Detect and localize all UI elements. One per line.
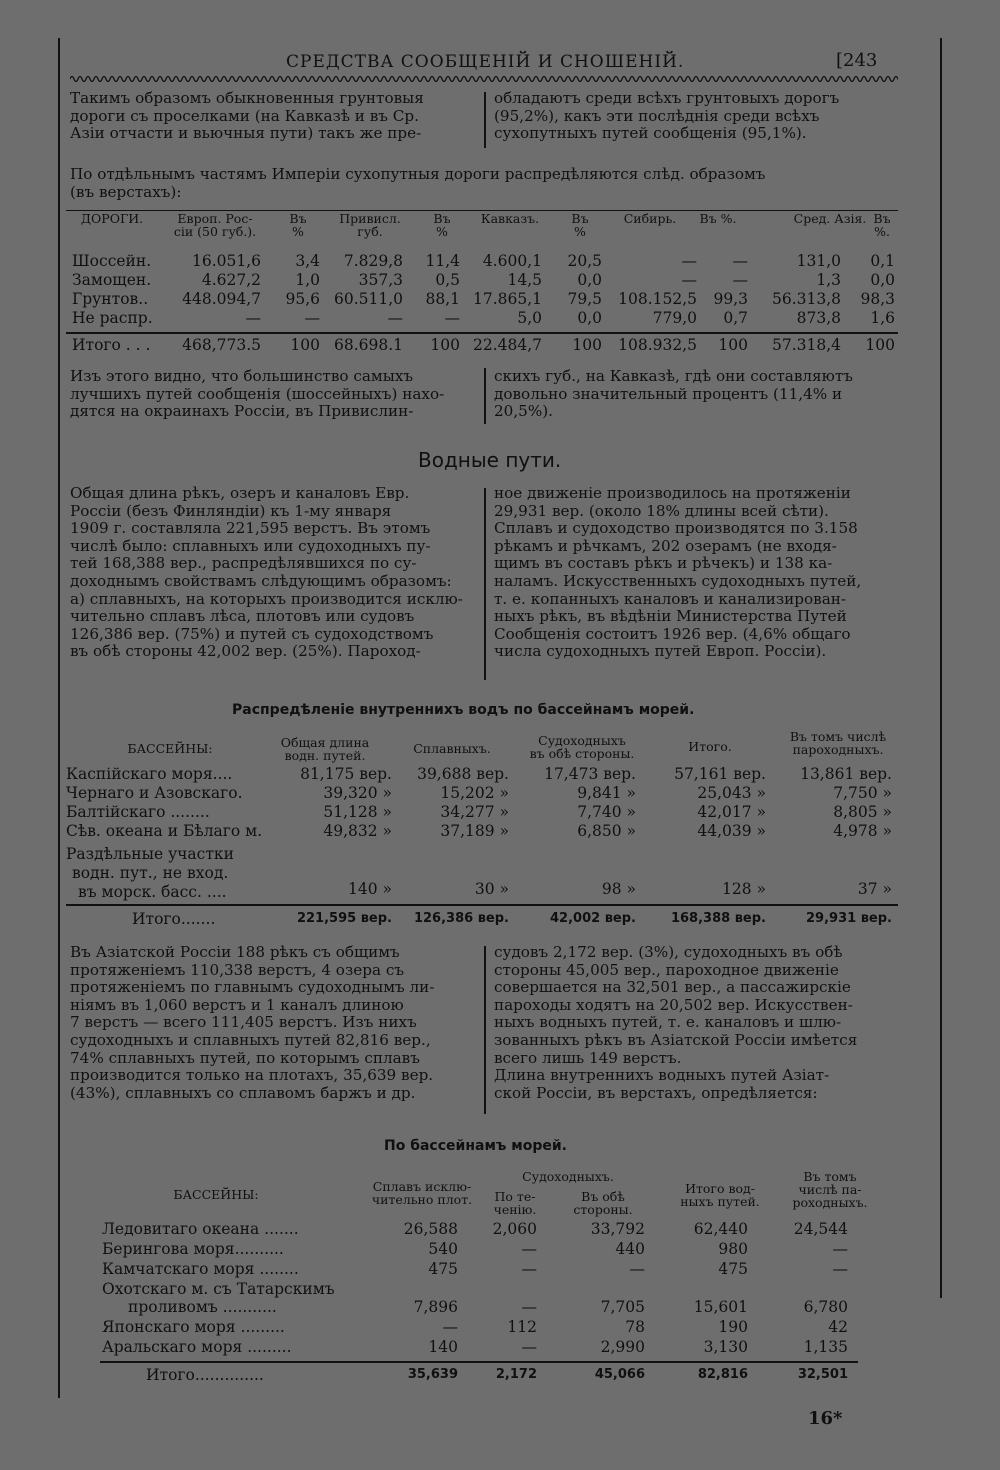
table-cell: — [442, 1318, 458, 1336]
text-line: сухопутныхъ путей сообщенія (95,1%). [494, 124, 807, 143]
table-cell: 357,3 [358, 271, 403, 289]
table-cell: — [832, 1240, 848, 1258]
table-cell: 44,039 » [697, 822, 766, 840]
table-cell: 2,060 [492, 1220, 537, 1238]
text-line: Въ Азіатской Россіи 188 рѣкъ съ общимъ [70, 943, 400, 961]
table-cell: — [832, 1260, 848, 1278]
table-cell: 475 [718, 1260, 748, 1278]
table-cell: 7,705 [600, 1298, 645, 1316]
row-label: водн. пут., не вход. [72, 864, 229, 882]
text-line: чительно сплавъ лѣса, плотовъ или судовъ [70, 607, 415, 626]
text-line: дороги съ проселками (на Кавказѣ и въ Ср. [70, 106, 419, 125]
table-cell: 440 [615, 1240, 645, 1258]
table-cell: 1,6 [870, 309, 895, 327]
text-line: числѣ было: сплавныхъ или судоходныхъ пу- [70, 536, 431, 555]
table-cell: 17.865,1 [472, 290, 542, 308]
asia-table-title: По бассейнамъ морей. [384, 1138, 567, 1154]
text-line: (95,2%), какъ эти послѣднія среди всѣхъ [494, 106, 820, 125]
row-label: проливомъ ........... [128, 1298, 277, 1316]
asia-right-column [494, 944, 896, 1102]
text-line: доходнымъ свойствамъ слѣдующимъ образомъ: [70, 571, 452, 590]
table-cell: 14,5 [507, 271, 542, 289]
signature-mark: 16* [808, 1408, 843, 1429]
row-label: Каспійскаго моря.... [66, 765, 233, 783]
table-cell: 62,440 [693, 1220, 748, 1238]
table-cell: 15,601 [693, 1298, 748, 1316]
table-cell: 95,6 [285, 290, 320, 308]
table-header-cell: Въ %. [873, 211, 891, 239]
table-header-cell: Судоходныхъ въ обѣ стороны. [529, 733, 635, 761]
table-cell: 0,0 [577, 271, 602, 289]
total-cell: 100 [718, 336, 748, 354]
row-label: Аральскаго моря ......... [102, 1338, 292, 1356]
text-line: а) сплавныхъ, на которыхъ производится исклю- [70, 589, 463, 608]
table-cell: 0,7 [723, 309, 748, 327]
text-line: числа судоходныхъ путей Европ. Россіи). [494, 642, 827, 661]
table-cell: 0,0 [870, 271, 895, 289]
table-cell: 448.094,7 [182, 290, 261, 308]
table-cell: — [521, 1260, 537, 1278]
table-cell: 1,135 [803, 1338, 848, 1356]
text-line: дятся на окраинахъ Россіи, въ Привислин- [70, 402, 414, 421]
water-left-column [70, 485, 475, 661]
table-header-cell: Европ. Рос- сіи (50 губ.). [173, 211, 257, 239]
table-cell: 540 [428, 1240, 458, 1258]
text-line: ныхъ рѣкъ, въ вѣдѣніи Министерства Путей [494, 607, 847, 626]
table-cell: 42 [828, 1318, 848, 1336]
table-cell: 3,130 [703, 1338, 748, 1356]
total-cell: 100 [865, 336, 895, 354]
running-header: СРЕДСТВА СООБЩЕНІЙ И СНОШЕНІЙ. [286, 52, 685, 72]
asia-table-rule [100, 1361, 858, 1363]
table-cell: 3,4 [295, 252, 320, 270]
table-cell: 112 [507, 1318, 537, 1336]
water-right-column [494, 485, 896, 661]
table-cell: 20,5 [567, 252, 602, 270]
row-label: Не распр. [72, 309, 153, 327]
text-line: 7 верстъ — всего 111,405 верстъ. Изъ нихъ [70, 1013, 417, 1032]
table-cell: 34,277 » [440, 803, 509, 821]
text-line: ныхъ водныхъ путей, т. е. каналовъ и шлю- [494, 1013, 842, 1032]
total-cell: 168,388 вер. [670, 911, 766, 926]
total-cell: 100 [572, 336, 602, 354]
table-header-cell: Кавказъ. [480, 211, 540, 226]
page-frame-left [58, 38, 60, 1398]
table-cell: 16.051,6 [191, 252, 261, 270]
table-cell: 0,1 [870, 252, 895, 270]
total-label: Итого....... [132, 910, 216, 928]
text-line: Общая длина рѣкъ, озеръ и каналовъ Евр. [70, 484, 410, 502]
text-line: тей 168,388 вер., распредѣлявшихся по су- [70, 554, 417, 573]
table-cell: 4.600,1 [482, 252, 542, 270]
table-cell: 37,189 » [440, 822, 509, 840]
row-label: Сѣв. океана и Бѣлаго м. [66, 822, 263, 840]
table-cell: 60.511,0 [333, 290, 403, 308]
intro-right-column [494, 90, 896, 143]
table-cell: 13,861 вер. [800, 765, 892, 783]
table-cell: 6,780 [803, 1298, 848, 1316]
total-cell: 126,386 вер. [413, 911, 509, 926]
roads-after-left [70, 368, 475, 421]
text-line: Сообщенія состоитъ 1926 вер. (4,6% общаго [494, 624, 851, 643]
table-header-cell: По те- ченію. [493, 1189, 537, 1217]
text-line: протяженіемъ по главнымъ судоходнымъ ли- [70, 978, 435, 997]
column-divider [484, 946, 486, 1114]
roads-table-rule-bottom [66, 332, 898, 334]
table-header-cell: ДОРОГИ. [80, 211, 144, 226]
table-cell: 7.829,8 [343, 252, 403, 270]
row-label: въ морск. басс. .... [78, 883, 227, 901]
total-cell: 100 [290, 336, 320, 354]
text-line: совершается на 32,501 вер., а пассажирскіе [494, 978, 851, 997]
total-cell: 45,066 [594, 1367, 645, 1382]
table-header-cell: Общая длина водн. путей. [280, 735, 370, 763]
text-line: 1909 г. составляла 221,595 верстъ. Въ этомъ [70, 519, 431, 538]
row-label: Балтійскаго ........ [66, 803, 210, 821]
text-line: всего лишь 149 верстъ. [494, 1048, 682, 1067]
table-header-cell: Въ % [433, 211, 451, 239]
table-header-cell: Итого. [688, 739, 732, 754]
table-cell: — [732, 271, 748, 289]
table-cell: 33,792 [590, 1220, 645, 1238]
text-line: Азіи отчасти и вьючныя пути) такъ же пре- [70, 124, 422, 143]
table-cell: — [444, 309, 460, 327]
text-line: ное движеніе производилось на протяженіи [494, 484, 851, 502]
text-line: зованныхъ рѣкъ въ Азіатской Россіи имѣется [494, 1030, 858, 1049]
text-line: (43%), сплавныхъ со сплавомъ баржъ и др. [70, 1083, 416, 1102]
roads-after-right [494, 368, 896, 421]
table-cell: 42,017 » [697, 803, 766, 821]
total-cell: 82,816 [697, 1367, 748, 1382]
table-cell: 5,0 [517, 309, 542, 327]
table-header-cell: БАССЕЙНЫ: [173, 1187, 259, 1202]
total-cell: 22.484,7 [472, 336, 542, 354]
table-cell: 7,896 [413, 1298, 458, 1316]
table-cell: 7,740 » [577, 803, 636, 821]
table-cell: 9,841 » [577, 784, 636, 802]
table-cell: 88,1 [425, 290, 460, 308]
text-line: (въ верстахъ): [70, 182, 182, 201]
table-cell: 51,128 » [323, 803, 392, 821]
table-header-cell: Въ % [289, 211, 307, 239]
intro-left-column [70, 90, 475, 143]
asia-left-column [70, 944, 475, 1102]
table-cell: 0,0 [577, 309, 602, 327]
text-line: протяженіемъ 110,338 верстъ, 4 озера съ [70, 960, 404, 979]
wavy-divider [70, 72, 898, 86]
table-cell: 57,161 вер. [674, 765, 766, 783]
text-line: производится только на плотахъ, 35,639 вер. [70, 1066, 434, 1085]
text-line: судовъ 2,172 вер. (3%), судоходныхъ въ обѣ [494, 943, 843, 961]
text-line: т. е. копанныхъ каналовъ и канализирован- [494, 589, 847, 608]
table-cell: 98 » [601, 880, 636, 898]
water-section-title: Водные пути. [418, 448, 562, 472]
row-label: Шоссейн. [72, 252, 152, 270]
table-header-cell: Привисл. губ. [339, 211, 401, 239]
table-cell: 779,0 [652, 309, 697, 327]
table-cell: 873,8 [796, 309, 841, 327]
table-cell: — [521, 1298, 537, 1316]
row-label: Замощен. [72, 271, 152, 289]
text-line: пароходы ходятъ на 20,502 вер. Искусствен- [494, 995, 853, 1014]
table-cell: — [245, 309, 261, 327]
text-line: Такимъ образомъ обыкновенныя грунтовыя [70, 89, 424, 107]
table-cell: 49,832 » [323, 822, 392, 840]
page-frame-right [940, 38, 942, 1298]
total-label: Итого . . . [72, 336, 151, 354]
text-line: довольно значительный процентъ (11,4% и [494, 384, 843, 403]
table-header-cell: Судоходныхъ. [522, 1169, 614, 1184]
text-line: скихъ губ., на Кавказѣ, гдѣ они составляютъ [494, 367, 853, 385]
total-cell: 2,172 [495, 1367, 537, 1382]
row-label: Японскаго моря ......... [102, 1318, 285, 1336]
table-cell: 140 » [348, 880, 392, 898]
table-cell: 475 [428, 1260, 458, 1278]
row-label: Охотскаго м. съ Татарскимъ [102, 1280, 335, 1298]
table-cell: 7,750 » [833, 784, 892, 802]
page-number: [243 [836, 50, 878, 71]
row-label: Грунтов.. [72, 290, 149, 308]
table-header-cell: Въ томъ числѣ пароходныхъ. [789, 729, 887, 757]
table-cell: 78 [625, 1318, 645, 1336]
total-cell: 68.698.1 [333, 336, 403, 354]
total-label: Итого.............. [146, 1366, 264, 1384]
table-cell: 1,3 [816, 271, 841, 289]
total-cell: 42,002 вер. [550, 911, 636, 926]
text-line: ской Россіи, въ верстахъ, опредѣляется: [494, 1083, 818, 1102]
table-cell: — [387, 309, 403, 327]
table-cell: 56.313,8 [771, 290, 841, 308]
table-cell: 2,990 [600, 1338, 645, 1356]
table-cell: 26,588 [403, 1220, 458, 1238]
table-cell: 25,043 » [697, 784, 766, 802]
table-cell: 8,805 » [833, 803, 892, 821]
table-cell: 0,5 [435, 271, 460, 289]
table-header-cell: Въ обѣ стороны. [573, 1189, 633, 1217]
text-line: Длина внутреннихъ водныхъ путей Азіат- [494, 1066, 830, 1085]
table-cell: — [521, 1338, 537, 1356]
table-cell: 37 » [857, 880, 892, 898]
basins-table-title: Распредѣленіе внутреннихъ водъ по бассейнамъ морей. [232, 702, 695, 718]
total-cell: 468,773.5 [182, 336, 261, 354]
table-cell: — [732, 252, 748, 270]
row-label: Чернаго и Азовскаго. [66, 784, 243, 802]
table-header-cell: Сплавныхъ. [413, 741, 491, 756]
column-divider [484, 488, 486, 680]
table-cell: 30 » [474, 880, 509, 898]
total-cell: 100 [430, 336, 460, 354]
table-cell: 190 [718, 1318, 748, 1336]
table-cell: 128 » [722, 880, 766, 898]
table-cell: 17,473 вер. [544, 765, 636, 783]
total-cell: 108.932,5 [618, 336, 697, 354]
table-cell: — [681, 271, 697, 289]
text-line: Россіи (безъ Финляндіи) къ 1-му января [70, 501, 392, 520]
table-cell: 4.627,2 [201, 271, 261, 289]
text-line: Сплавъ и судоходство производятся по 3.158 [494, 519, 858, 538]
table-header-cell: Сред. Азія. [793, 211, 867, 226]
total-cell: 35,639 [407, 1367, 458, 1382]
text-line: 126,386 вер. (75%) и путей съ судоходствомъ [70, 624, 434, 643]
text-line: судоходныхъ и сплавныхъ путей 82,816 вер., [70, 1030, 431, 1049]
text-line: 74% сплавныхъ путей, по которымъ сплавъ [70, 1048, 420, 1067]
table-cell: 79,5 [567, 290, 602, 308]
table-header-cell: Въ % [571, 211, 589, 239]
table-cell: — [681, 252, 697, 270]
table-cell: 11,4 [425, 252, 460, 270]
text-line: 29,931 вер. (около 18% длины всей сѣти). [494, 501, 829, 520]
table-header-cell: Сибирь. [623, 211, 677, 226]
table-cell: 131,0 [796, 252, 841, 270]
text-line: обладаютъ среди всѣхъ грунтовыхъ дорогъ [494, 89, 840, 107]
roads-intro-text [70, 166, 900, 201]
text-line: стороны 45,005 вер., пароходное движеніе [494, 960, 839, 979]
table-header-cell: Итого вод- ныхъ путей. [680, 1181, 760, 1209]
row-label: Камчатскаго моря ........ [102, 1260, 299, 1278]
text-line: 20,5%). [494, 402, 553, 421]
roads-table-rule-top [66, 210, 898, 211]
table-cell: 98,3 [860, 290, 895, 308]
text-line: наламъ. Искусственныхъ судоходныхъ путей, [494, 571, 862, 590]
table-cell: — [629, 1260, 645, 1278]
text-line: По отдѣльнымъ частямъ Имперіи сухопутныя дороги распредѣляются слѣд. образомъ [70, 165, 766, 183]
row-label: Ледовитаго океана ....... [102, 1220, 299, 1238]
table-cell: 15,202 » [440, 784, 509, 802]
table-cell: 39,688 вер. [417, 765, 509, 783]
total-cell: 57.318,4 [771, 336, 841, 354]
row-label: Берингова моря.......... [102, 1240, 284, 1258]
table-cell: — [521, 1240, 537, 1258]
total-cell: 32,501 [797, 1367, 848, 1382]
text-line: рѣкамъ и рѣчкамъ, 202 озерамъ (не входя- [494, 536, 837, 555]
text-line: ніямъ въ 1,060 верстъ и 1 каналъ длиною [70, 995, 404, 1014]
table-header-cell: Въ томъ числѣ па- роходныхъ. [792, 1169, 868, 1210]
table-cell: 4,978 » [833, 822, 892, 840]
table-header-cell: БАССЕЙНЫ: [127, 741, 213, 756]
table-header-cell: Въ %. [699, 211, 737, 226]
total-cell: 221,595 вер. [296, 911, 392, 926]
table-cell: 6,850 » [577, 822, 636, 840]
table-cell: 108.152,5 [618, 290, 697, 308]
table-cell: — [304, 309, 320, 327]
table-cell: 980 [718, 1240, 748, 1258]
basins-table-rule [66, 904, 898, 906]
column-divider [484, 92, 486, 148]
table-cell: 140 [428, 1338, 458, 1356]
table-header-cell: Сплавъ исклю- чительно плот. [371, 1179, 473, 1207]
text-line: лучшихъ путей сообщенія (шоссейныхъ) нахо- [70, 384, 445, 403]
text-line: Изъ этого видно, что большинство самыхъ [70, 367, 414, 385]
row-label: Раздѣльные участки [66, 845, 234, 863]
table-cell: 24,544 [793, 1220, 848, 1238]
column-divider [484, 368, 486, 424]
text-line: щимъ въ составъ рѣкъ и рѣчекъ) и 138 ка- [494, 554, 833, 573]
total-cell: 29,931 вер. [806, 911, 892, 926]
table-cell: 81,175 вер. [300, 765, 392, 783]
text-line: въ обѣ стороны 42,002 вер. (25%). Пароход- [70, 642, 421, 661]
table-cell: 99,3 [713, 290, 748, 308]
table-cell: 1,0 [295, 271, 320, 289]
table-cell: 39,320 » [323, 784, 392, 802]
